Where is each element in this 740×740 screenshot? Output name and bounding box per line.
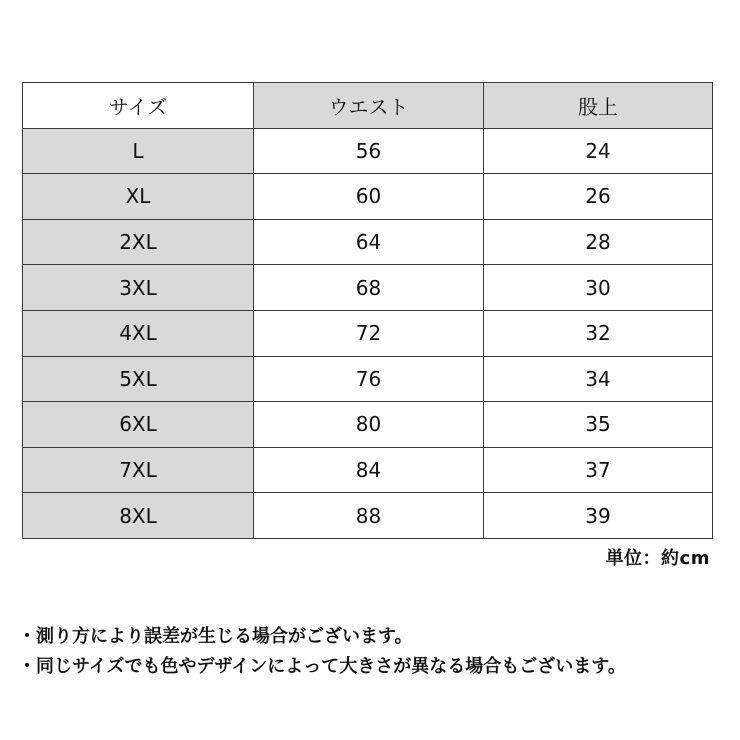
unit-note: 単位：約cm xyxy=(605,548,710,569)
table-row xyxy=(23,402,713,448)
table-row xyxy=(23,219,713,265)
waist-cell: 56 xyxy=(254,128,484,174)
notes-section xyxy=(18,622,626,682)
header-waist: ウエスト xyxy=(254,83,484,129)
table-row xyxy=(23,128,713,174)
note-measurement-error: ・測り方により誤差が生じる場合がございます。 xyxy=(18,626,413,647)
size-cell: 3XL xyxy=(23,265,254,311)
size-cell: 6XL xyxy=(23,402,254,448)
rise-cell: 39 xyxy=(484,493,713,539)
size-cell: 4XL xyxy=(23,310,254,356)
rise-cell: 30 xyxy=(484,265,713,311)
note-size-variation: ・同じサイズでも色やデザインによって大きさが異なる場合もございます。 xyxy=(18,656,626,677)
waist-cell: 72 xyxy=(254,310,484,356)
waist-cell: 68 xyxy=(254,265,484,311)
waist-cell: 84 xyxy=(254,447,484,493)
waist-cell: 60 xyxy=(254,174,484,220)
header-row xyxy=(23,83,713,129)
header-size: サイズ xyxy=(23,83,254,129)
size-cell: 8XL xyxy=(23,493,254,539)
table-row xyxy=(23,356,713,402)
rise-cell: 32 xyxy=(484,310,713,356)
rise-cell: 37 xyxy=(484,447,713,493)
table-row xyxy=(23,310,713,356)
waist-cell: 80 xyxy=(254,402,484,448)
size-chart-table xyxy=(22,82,713,539)
size-cell: L xyxy=(23,128,254,174)
rise-cell: 26 xyxy=(484,174,713,220)
size-cell: 2XL xyxy=(23,219,254,265)
rise-cell: 28 xyxy=(484,219,713,265)
table-row xyxy=(23,174,713,220)
table-row xyxy=(23,447,713,493)
rise-cell: 34 xyxy=(484,356,713,402)
header-rise: 股上 xyxy=(484,83,713,129)
table-row xyxy=(23,265,713,311)
waist-cell: 64 xyxy=(254,219,484,265)
waist-cell: 76 xyxy=(254,356,484,402)
rise-cell: 24 xyxy=(484,128,713,174)
size-cell: XL xyxy=(23,174,254,220)
size-cell: 5XL xyxy=(23,356,254,402)
table-row xyxy=(23,493,713,539)
rise-cell: 35 xyxy=(484,402,713,448)
waist-cell: 88 xyxy=(254,493,484,539)
size-cell: 7XL xyxy=(23,447,254,493)
